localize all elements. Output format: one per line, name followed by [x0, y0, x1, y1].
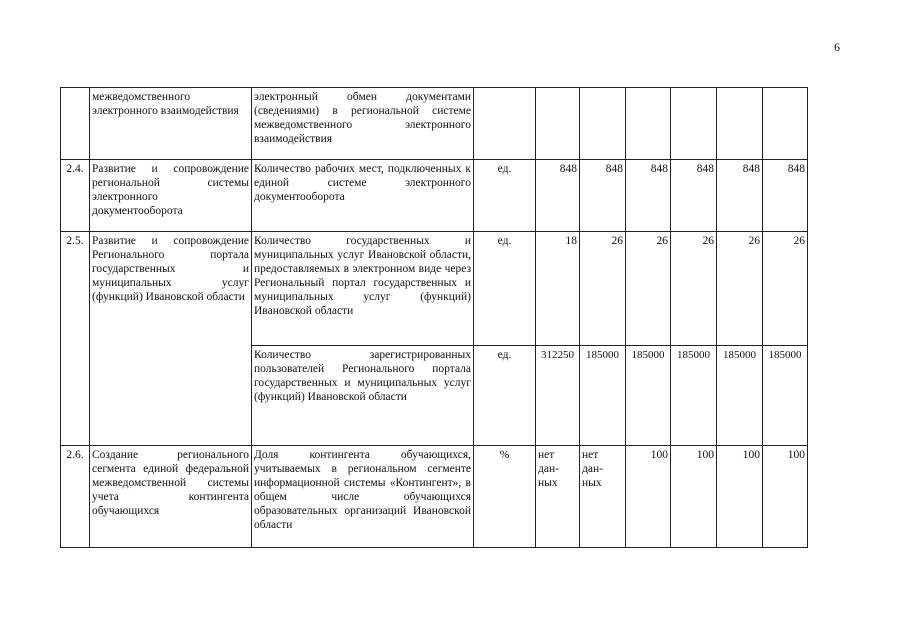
table-row — [61, 160, 808, 232]
value-cell-no-data — [580, 446, 626, 548]
program-indicators-table — [60, 87, 808, 548]
value-cell — [763, 88, 808, 160]
value-cell — [626, 88, 671, 160]
activity-name-cell: Развитие и сопровождение Регионального портала государственных и муниципальных услуг (функций) Ивановской области — [90, 232, 252, 446]
no-data-text: дан- — [582, 463, 603, 475]
no-data-text: дан- — [538, 463, 559, 475]
row-number-cell: 2.4. — [61, 160, 90, 232]
no-data-text: нет — [538, 449, 555, 461]
value-cell-no-data — [536, 446, 580, 548]
row-number-cell: 2.5. — [61, 232, 90, 446]
value-cell: 100 — [763, 446, 808, 548]
value-cell: 18 — [536, 232, 580, 346]
no-data-text: нет — [582, 449, 599, 461]
no-data-text: ных — [538, 477, 558, 489]
indicator-cell: Доля контингента обучающихся, учитываемых в региональном сегменте информационной системы «Контингент», в общем числе обучающихся образовательных организаций Ивановской области — [252, 446, 474, 548]
indicator-cell: Количество рабочих мест, подключенных к единой системе электронного документооборота — [252, 160, 474, 232]
unit-cell: ед. — [474, 346, 536, 446]
unit-cell: ед. — [474, 232, 536, 346]
indicator-cell: электронный обмен документами (сведениями) в региональной системе межведомственного электронного взаимодействия — [252, 88, 474, 160]
page-number: 6 — [834, 40, 840, 54]
table-row — [61, 446, 808, 548]
value-cell: 185000 — [763, 346, 808, 446]
activity-name-cell: Развитие и сопровождение региональной системы электронного документооборота — [90, 160, 252, 232]
value-cell: 26 — [763, 232, 808, 346]
value-cell: 185000 — [671, 346, 717, 446]
row-number-cell — [61, 88, 90, 160]
indicator-cell: Количество государственных и муниципальных услуг Ивановской области, предоставляемых в электронном виде через Региональный портал государственных и муниципальных услуг (функций) Ивановской области — [252, 232, 474, 346]
value-cell: 26 — [671, 232, 717, 346]
value-cell — [536, 88, 580, 160]
value-cell: 100 — [671, 446, 717, 548]
indicator-cell: Количество зарегистрированных пользователей Регионального портала государственных и муниципальных услуг (функций) Ивановской области — [252, 346, 474, 446]
unit-cell: % — [474, 446, 536, 548]
value-cell: 100 — [626, 446, 671, 548]
no-data-text: ных — [582, 477, 602, 489]
value-cell: 848 — [717, 160, 763, 232]
value-cell: 848 — [626, 160, 671, 232]
value-cell — [580, 88, 626, 160]
value-cell: 185000 — [580, 346, 626, 446]
value-cell: 185000 — [626, 346, 671, 446]
value-cell: 26 — [580, 232, 626, 346]
unit-cell — [474, 88, 536, 160]
value-cell — [671, 88, 717, 160]
value-cell: 185000 — [717, 346, 763, 446]
value-cell: 848 — [536, 160, 580, 232]
value-cell: 26 — [717, 232, 763, 346]
row-number-cell: 2.6. — [61, 446, 90, 548]
table-row — [61, 88, 808, 160]
value-cell: 848 — [763, 160, 808, 232]
value-cell: 26 — [626, 232, 671, 346]
value-cell: 312250 — [536, 346, 580, 446]
value-cell: 848 — [580, 160, 626, 232]
activity-name-cell: межведомственного электронного взаимодействия — [90, 88, 252, 160]
unit-cell: ед. — [474, 160, 536, 232]
value-cell: 100 — [717, 446, 763, 548]
table-row — [61, 232, 808, 346]
value-cell — [717, 88, 763, 160]
activity-name-cell: Создание регионального сегмента единой федеральной межведомственной системы учета контингента обучающихся — [90, 446, 252, 548]
value-cell: 848 — [671, 160, 717, 232]
